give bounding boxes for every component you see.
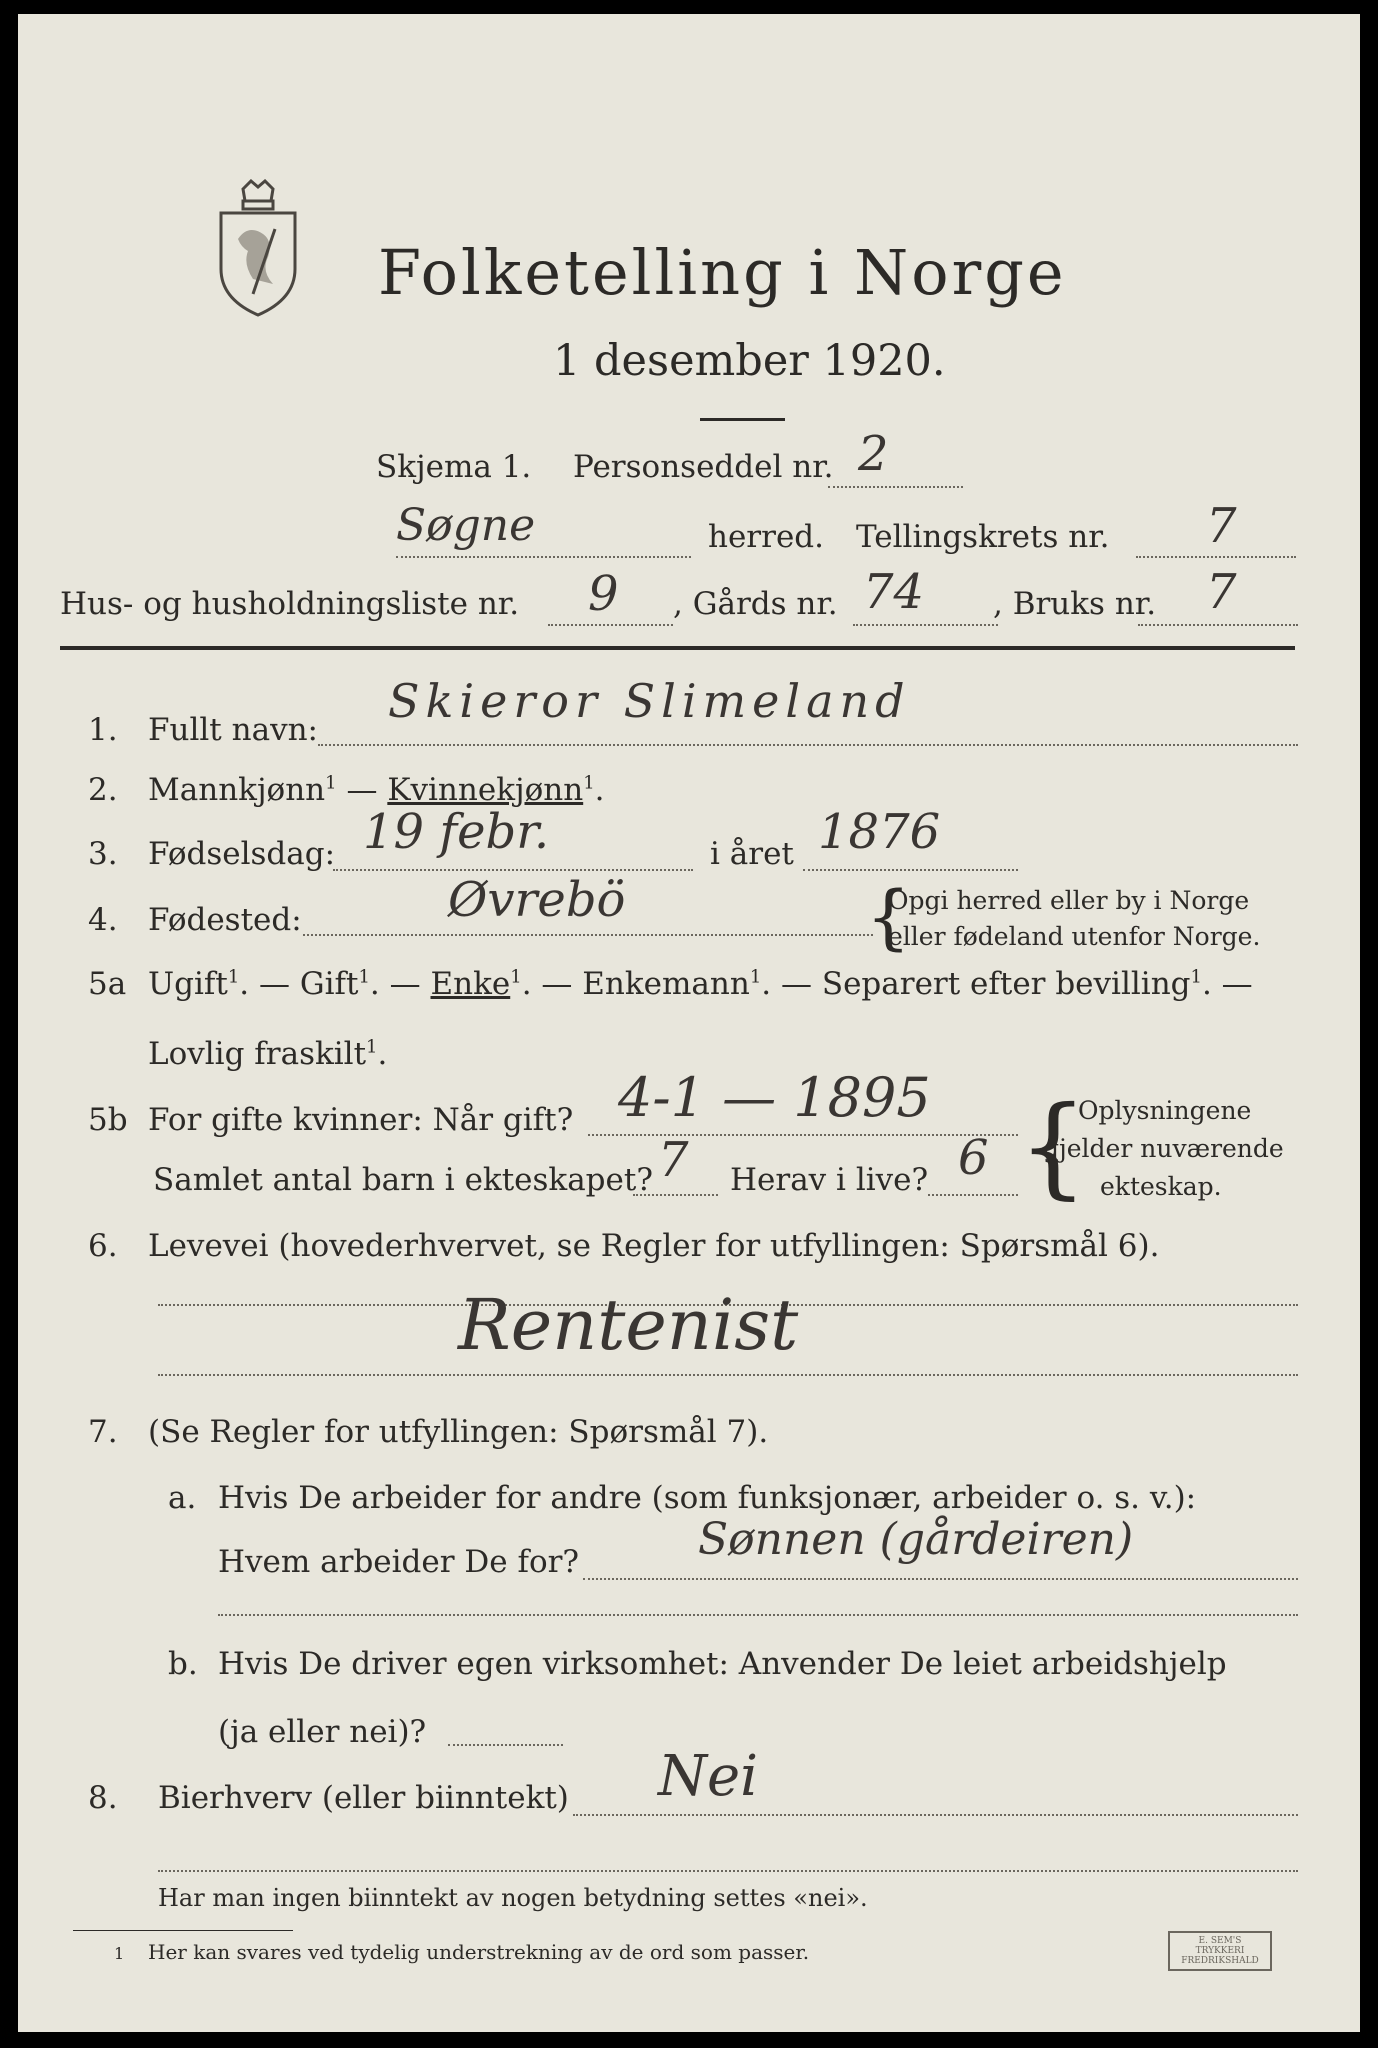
full-name-label: Fullt navn:: [148, 712, 318, 748]
page-title: Folketelling i Norge: [378, 236, 1067, 309]
gards-label: , Gårds nr.: [673, 586, 838, 622]
children-label: Samlet antal barn i ekteskapet?: [153, 1162, 653, 1198]
full-name-value: Skieror Slimeland: [388, 674, 911, 728]
marriage-note-1: Oplysningene: [1078, 1096, 1252, 1125]
birthyear-value: 1876: [818, 804, 941, 860]
marital-status-field: Ugift$^1$. — Gift$^1$. — Enke$^1$. — Enkemann$^1$. — Separert efter bevilling$^1$. —: [148, 966, 1253, 1002]
q7-label: (Se Regler for utfyllingen: Spørsmål 7).: [148, 1414, 769, 1450]
marriage-date-label: For gifte kvinner: Når gift?: [148, 1102, 574, 1138]
marital-fraskilt: Lovlig fraskilt$^1$.: [148, 1036, 388, 1072]
bruks-label: , Bruks nr.: [993, 586, 1157, 622]
herred-label: herred.: [708, 519, 824, 555]
birthplace-label: Fødested:: [148, 902, 302, 938]
husholdning-label: Hus- og husholdningsliste nr.: [60, 586, 520, 622]
children-value: 7: [658, 1132, 689, 1188]
birthplace-value: Øvrebö: [448, 872, 626, 928]
employer-value: Sønnen (gårdeiren): [698, 1514, 1134, 1565]
hired-help-label: (ja eller nei)?: [218, 1714, 427, 1750]
gards-value: 74: [863, 564, 925, 620]
birthdate-value: 19 febr.: [363, 804, 550, 860]
employer-label: Hvem arbeider De for?: [218, 1544, 580, 1580]
footnote-number: 1: [114, 1944, 125, 1963]
children-alive-label: Herav i live?: [730, 1162, 929, 1198]
occupation-value: Rentenist: [458, 1284, 799, 1366]
own-business-label: Hvis De driver egen virksomhet: Anvender De leiet arbeidshjelp: [218, 1646, 1227, 1682]
bruks-value: 7: [1206, 564, 1237, 620]
marriage-date-value: 4-1 — 1895: [618, 1066, 931, 1129]
census-form: Folketelling i Norge 1 desember 1920. Skjema 1. Personseddel nr. 2 Søgne herred. Tellingskrets nr. 7 Hus- og husholdningsliste nr. 9 , Gårds nr. 74 , Bruks nr. 7 1. Fullt navn: Skieror Slimeland 2. Mannkjønn$^1$ — Kvinnekjønn$^1$. 3. Fødselsdag: 19 febr. i året 1876 4. Fødested: Øvrebö { Opgi herred eller by i Norge eller fødeland utenfor Norge. 5a Ugift$^1$. — Gift$^1$. — Enke$^1$. — Enkemann$^1$. — Separert efter bevilling$^1$. — Lovlig fraskilt$^1$. 5b For gifte kvinner: Når gift? 4-1 — 1895 Samlet antal barn i ekteskapet? 7 Herav i live? 6 { Oplysningene gjelder nuværende ekteskap. 6. Levevei (hovederhvervet, se Regler for utfyllingen: Spørsmål 6). Rentenist 7. (Se Regler for utfyllingen: Spørsmål 7). a. Hvis De arbeider for andre (som funksjonær, arbeider o. s. v.): Hvem arbeider De for? Sønnen (gårdeiren) b. Hvis De driver egen virksomhet: Anvender De leiet arbeidshjelp (ja eller nei)? 8. Bierhverv (eller biinntekt) Nei Har man ingen biinntekt av nogen betydning settes «nei». 1 Her kan svares ved tydelig understrekning av de ord som passer. E. SEM'S TRYKKERI FREDRIKSHALD: [18, 14, 1360, 2032]
side-income-value: Nei: [658, 1744, 759, 1809]
children-alive-value: 6: [958, 1130, 989, 1186]
side-income-label: Bierhverv (eller biinntekt): [158, 1780, 569, 1816]
birthplace-note-2: eller fødeland utenfor Norge.: [888, 922, 1261, 951]
coat-of-arms-icon: [213, 179, 303, 319]
husholdning-value: 9: [588, 566, 619, 622]
herred-value: Søgne: [396, 500, 536, 551]
birthdate-label: Fødselsdag:: [148, 836, 336, 872]
personseddel-value: 2: [858, 426, 889, 482]
header-divider: [60, 646, 1295, 650]
marriage-note-3: ekteskap.: [1100, 1172, 1222, 1201]
page-subtitle: 1 desember 1920.: [553, 336, 946, 386]
birthyear-label: i året: [710, 836, 794, 872]
gender-female-underlined: Kvinnekjønn: [387, 772, 584, 808]
skjema-label: Skjema 1.: [376, 449, 532, 485]
marital-enke-underlined: Enke: [430, 966, 511, 1002]
title-divider: [700, 418, 785, 421]
personseddel-label: Personseddel nr.: [573, 449, 834, 485]
occupation-label: Levevei (hovederhvervet, se Regler for utfyllingen: Spørsmål 6).: [148, 1228, 1160, 1264]
marriage-note-2: gjelder nuværende: [1043, 1134, 1284, 1163]
birthplace-note-1: Opgi herred eller by i Norge: [888, 886, 1250, 915]
footnote-text: Her kan svares ved tydelig understrekning av de ord som passer.: [148, 1940, 810, 1964]
footer-note: Har man ingen biinntekt av nogen betydning settes «nei».: [158, 1884, 868, 1912]
tellingskrets-value: 7: [1206, 498, 1237, 554]
tellingskrets-label: Tellingskrets nr.: [856, 519, 1110, 555]
gender-field: Mannkjønn$^1$ — Kvinnekjønn$^1$.: [148, 772, 605, 808]
printer-stamp: E. SEM'S TRYKKERI FREDRIKSHALD: [1168, 1931, 1272, 1971]
employer-intro: Hvis De arbeider for andre (som funksjonær, arbeider o. s. v.):: [218, 1480, 1197, 1516]
